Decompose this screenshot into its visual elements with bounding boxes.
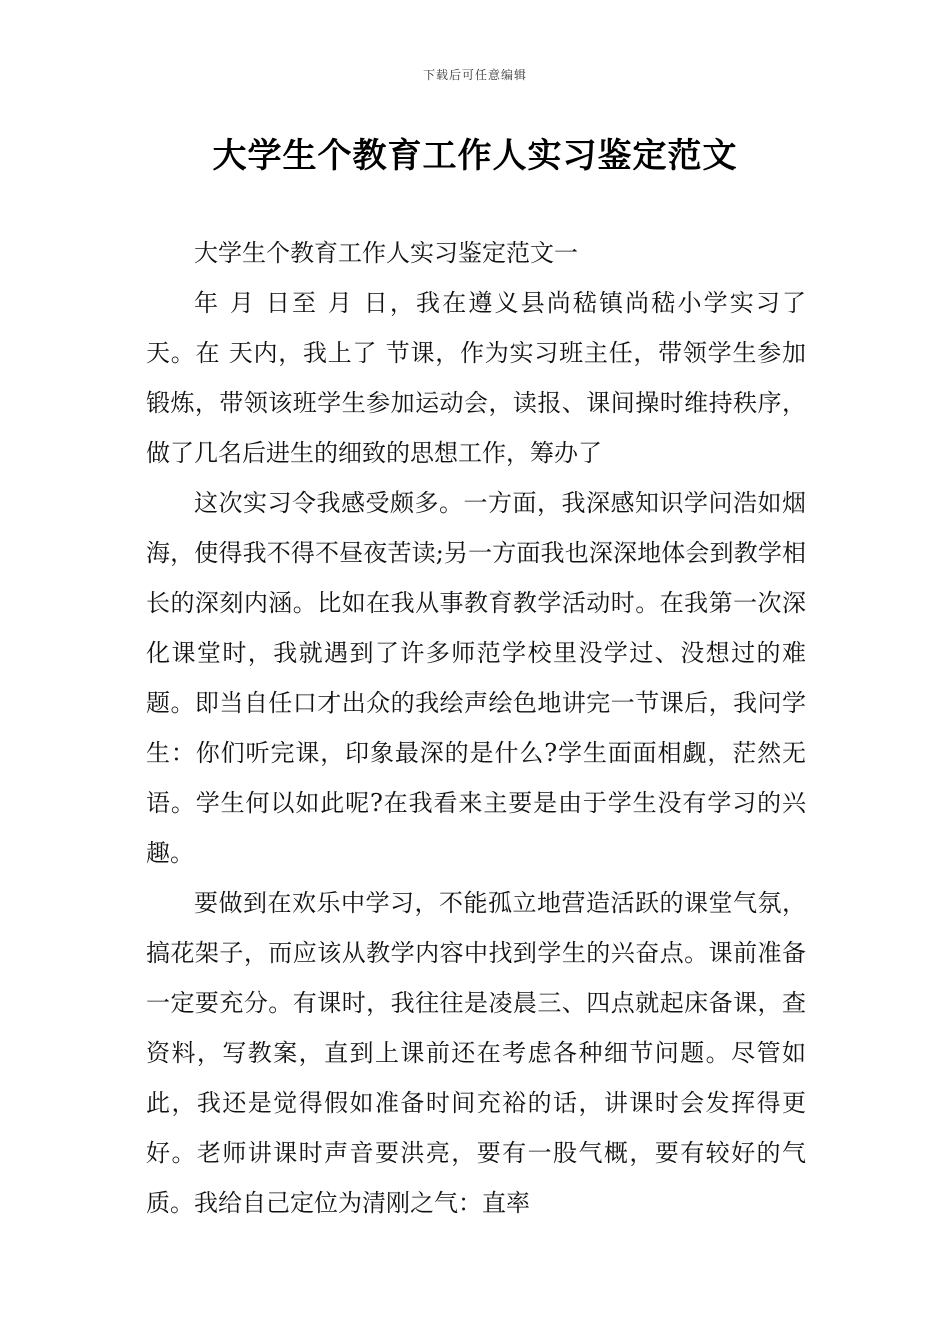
paragraph-3: 要做到在欢乐中学习，不能孤立地营造活跃的课堂气氛，搞花架子，而应该从教学内容中找到学生的兴奋点。课前准备一定要充分。有课时，我往往是凌晨三、四点就起床备课，查资料，写教案，直到上课前还在考虑各种细节问题。尽管如此，我还是觉得假如准备时间充裕的话，讲课时会发挥得更好。老师讲课时声音要洪亮，要有一股气概，要有较好的气质。我给自己定位为清刚之气：直率 — [146, 889, 806, 1217]
paragraph-1: 年 月 日至 月 日，我在遵义县尚嵇镇尚嵇小学实习了 天。在 天内，我上了 节课，作为实习班主任，带领学生参加锻炼，带领该班学生参加运动会，读报、课间操时维持秩序，做了几名后进生的细致的思想工作，筹办了 — [146, 289, 806, 467]
document-body — [146, 228, 806, 1228]
document-title: 大学生个教育工作人实习鉴定范文 — [212, 136, 738, 176]
section-subheading: 大学生个教育工作人实习鉴定范文一 — [194, 239, 578, 267]
paragraph-2: 这次实习令我感受颇多。一方面，我深感知识学问浩如烟海，使得我不得不昼夜苦读;另一方面我也深深地体会到教学相长的深刻内涵。比如在我从事教育教学活动时。在我第一次深化课堂时，我就遇到了许多师范学校里没学过、没想过的难题。即当自任口才出众的我绘声绘色地讲完一节课后，我问学生：你们听完课，印象最深的是什么?学生面面相觑，茫然无语。学生何以如此呢?在我看来主要是由于学生没有学习的兴趣。 — [146, 489, 806, 867]
header-note: 下载后可任意编辑 — [422, 68, 527, 82]
